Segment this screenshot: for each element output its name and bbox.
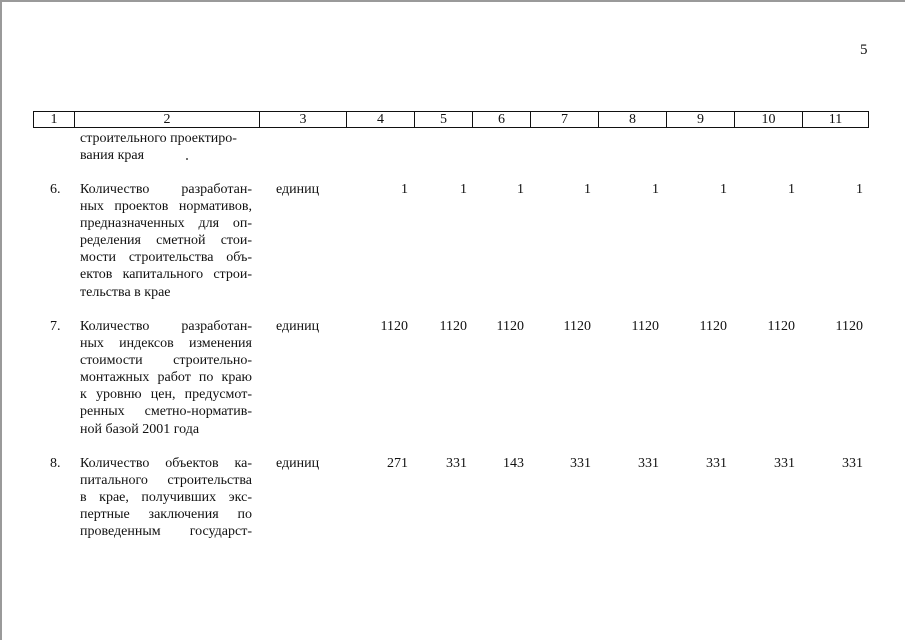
row-unit: единиц: [276, 456, 320, 471]
row-unit: единиц: [276, 319, 320, 334]
value-col-11: 1120: [835, 319, 863, 334]
value-col-5: 331: [446, 456, 467, 471]
description-line: тельства в крае: [80, 284, 171, 300]
value-col-9: 1120: [699, 319, 727, 334]
value-col-10: 1120: [767, 319, 795, 334]
page-number: 5: [860, 42, 868, 58]
row-description: [80, 181, 252, 301]
description-line: ных индексов изменения: [80, 336, 252, 352]
value-col-10: 1: [788, 182, 795, 197]
scan-edge-left: [0, 0, 2, 640]
description-line: ренных сметно-норматив-: [80, 404, 252, 420]
description-line: Количество разработан-: [80, 182, 252, 197]
continuation-text: [80, 130, 252, 164]
value-col-7: 1: [584, 182, 591, 197]
header-col-7: 7: [530, 112, 598, 127]
header-col-5: 5: [414, 112, 472, 127]
description-line: мости строительства объ-: [80, 250, 252, 266]
value-col-4: 1120: [380, 319, 408, 334]
description-line: ных проектов нормативов,: [80, 199, 252, 215]
value-col-8: 1120: [631, 319, 659, 334]
value-col-6: 143: [503, 456, 524, 471]
row-number: 8.: [50, 456, 61, 471]
row-description: [80, 455, 252, 540]
header-col-1: 1: [50, 112, 58, 127]
header-col-3: 3: [259, 112, 346, 127]
header-col-10: 10: [734, 112, 802, 127]
row-number: 7.: [50, 319, 61, 334]
description-line: в крае, получивших экс-: [80, 490, 252, 506]
row-description: [80, 318, 252, 438]
description-line: монтажных работ по краю: [80, 370, 252, 386]
header-col-4: 4: [346, 112, 414, 127]
description-line: Количество разработан-: [80, 319, 252, 334]
value-col-4: 271: [387, 456, 408, 471]
value-col-10: 331: [774, 456, 795, 471]
header-col-6: 6: [472, 112, 530, 127]
scan-speck: [186, 158, 188, 160]
value-col-8: 1: [652, 182, 659, 197]
value-col-8: 331: [638, 456, 659, 471]
description-line: стоимости строительно-: [80, 353, 252, 369]
description-line: ектов капитального строи-: [80, 267, 252, 283]
row-number: 6.: [50, 182, 61, 197]
description-line: к уровню цен, предусмот-: [80, 387, 252, 403]
continuation-line: строительного проектиро-: [80, 131, 237, 146]
description-line: предназначенных для оп-: [80, 216, 252, 232]
header-col-11: 11: [802, 112, 868, 127]
value-col-6: 1: [517, 182, 524, 197]
value-col-7: 331: [570, 456, 591, 471]
description-line: проведенным государст-: [80, 524, 252, 540]
description-line: питального строительства: [80, 473, 252, 489]
table-header-row: [33, 111, 869, 128]
value-col-4: 1: [401, 182, 408, 197]
value-col-9: 331: [706, 456, 727, 471]
value-col-7: 1120: [563, 319, 591, 334]
continuation-line: вания края: [80, 148, 145, 164]
value-col-11: 331: [842, 456, 863, 471]
description-line: пертные заключения по: [80, 507, 252, 523]
value-col-5: 1120: [439, 319, 467, 334]
description-line: ной базой 2001 года: [80, 421, 200, 437]
row-unit: единиц: [276, 182, 320, 197]
value-col-9: 1: [720, 182, 727, 197]
header-col-2: 2: [74, 112, 259, 127]
header-col-9: 9: [666, 112, 734, 127]
scan-edge-top: [0, 0, 905, 2]
header-col-8: 8: [598, 112, 666, 127]
value-col-5: 1: [460, 182, 467, 197]
value-col-6: 1120: [496, 319, 524, 334]
description-line: Количество объектов ка-: [80, 456, 252, 471]
description-line: ределения сметной стои-: [80, 233, 252, 249]
value-col-11: 1: [856, 182, 863, 197]
